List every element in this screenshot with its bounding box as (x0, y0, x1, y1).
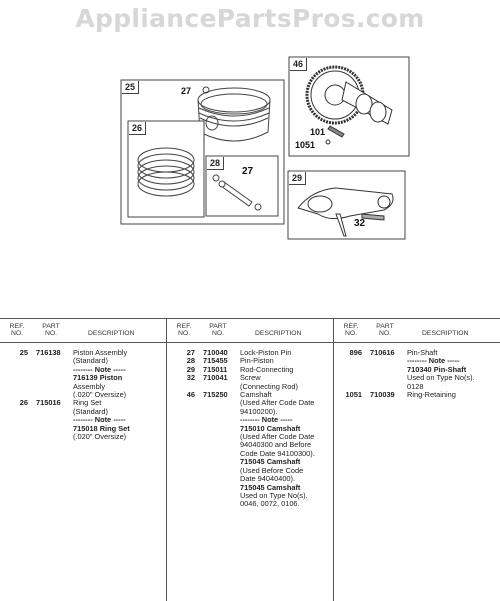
ref-number: 25 (19, 348, 28, 357)
description-line: 0128 (407, 381, 424, 391)
parts-column-2 (166, 319, 334, 601)
header-ref: REF. (176, 323, 192, 330)
part-description (240, 374, 330, 391)
description-line: Screw (240, 373, 261, 383)
description-line: -------- Note ----- (73, 364, 126, 374)
part-description (240, 391, 330, 509)
description-line: (Used After Code Date (240, 432, 315, 442)
column-header (0, 323, 166, 341)
callout-29: 29 (289, 172, 306, 185)
description-line: Piston Assembly (73, 348, 128, 357)
ref-number: 26 (19, 398, 28, 408)
part-number[interactable]: 710040 (203, 348, 228, 357)
description-line: (.020" Oversize) (73, 432, 127, 442)
description-line: (Standard) (73, 356, 108, 366)
description-line: Used on Type No(s). (240, 490, 308, 500)
part-number[interactable]: 715011 (203, 364, 228, 374)
part-number[interactable]: 710039 (370, 390, 395, 400)
description-line: Code Date 94100300). (240, 448, 315, 458)
part-number[interactable]: 716138 (36, 348, 61, 357)
description-line: (Connecting Rod) (240, 381, 298, 391)
watermark-logo: AppliancePartsPros.com (75, 4, 425, 33)
header-ref-no: NO. (344, 330, 358, 338)
ref-number: 29 (186, 364, 195, 374)
description-line: (Used Before Code (240, 465, 304, 475)
part-description (407, 391, 497, 399)
callout-26: 26 (129, 122, 146, 135)
description-line: (.020" Oversize) (73, 390, 127, 400)
ref-number: 27 (186, 348, 195, 357)
header-ref: REF. (343, 323, 359, 330)
parts-table (0, 318, 500, 601)
table-row (167, 374, 334, 391)
callout-46: 46 (290, 58, 307, 71)
description-line: Used on Type No(s). (407, 373, 475, 383)
description-line: 715018 Ring Set (73, 423, 130, 433)
part-number[interactable]: 710041 (203, 373, 228, 383)
callout-101: 101 (310, 127, 326, 137)
part-number[interactable]: 715016 (36, 398, 61, 408)
part-description (73, 349, 162, 399)
callout-32: 32 (354, 218, 366, 229)
part-number[interactable]: 715250 (203, 390, 228, 400)
table-row (0, 399, 166, 441)
table-row (334, 391, 500, 399)
description-line: -------- Note ----- (73, 415, 126, 425)
description-line: 715045 Camshaft (240, 482, 301, 492)
description-line: -------- Note ----- (240, 415, 293, 425)
description-line: Pin-Piston (240, 356, 274, 366)
description-line: Ring-Retaining (407, 390, 456, 400)
description-line: 715010 Camshaft (240, 423, 301, 433)
description-line: 94040300 and Before (240, 440, 312, 450)
ref-number: 896 (349, 348, 362, 357)
part-description (73, 399, 162, 441)
description-line: 94100200). (240, 406, 278, 416)
header-part: PART (209, 323, 227, 330)
callout-27: 27 (181, 86, 192, 96)
column-header (334, 323, 500, 341)
callout-27-pin: 27 (242, 166, 254, 177)
callout-1051: 1051 (295, 140, 316, 150)
ref-number: 32 (186, 373, 195, 383)
column-header (167, 323, 334, 341)
table-row (167, 391, 334, 509)
header-description: DESCRIPTION (255, 330, 302, 337)
callout-25: 25 (122, 81, 139, 94)
header-description: DESCRIPTION (88, 330, 135, 337)
description-line: Rod-Connecting (240, 364, 294, 374)
part-description (407, 349, 497, 391)
description-line: Pin-Shaft (407, 348, 438, 357)
header-ref: REF. (9, 323, 25, 330)
description-line: (Used After Code Date (240, 398, 315, 408)
table-row (334, 349, 500, 391)
description-line: Date 94040400). (240, 474, 296, 484)
description-line: 710340 Pin-Shaft (407, 364, 467, 374)
header-part: PART (376, 323, 394, 330)
ref-number: 1051 (345, 390, 362, 400)
description-line: Assembly (73, 381, 106, 391)
description-line: 0046, 0072, 0106. (240, 499, 300, 509)
part-number[interactable]: 715455 (203, 356, 228, 366)
header-description: DESCRIPTION (422, 330, 469, 337)
header-part: PART (42, 323, 60, 330)
header-ref-no: NO. (10, 330, 24, 338)
description-line: 716139 Piston (73, 373, 123, 383)
description-line: 715045 Camshaft (240, 457, 301, 467)
parts-column-3 (333, 319, 500, 601)
description-line: Lock-Piston Pin (240, 348, 292, 357)
parts-column-1 (0, 319, 166, 601)
description-line: Ring Set (73, 398, 102, 408)
header-part-no: NO. (44, 330, 58, 338)
callout-28: 28 (207, 157, 224, 170)
description-line: -------- Note ----- (407, 356, 460, 366)
header-part-no: NO. (378, 330, 392, 338)
description-line: Camshaft (240, 390, 272, 400)
ref-number: 28 (186, 356, 195, 366)
ref-number: 46 (186, 390, 195, 400)
table-row (0, 349, 166, 399)
header-part-no: NO. (211, 330, 225, 338)
header-ref-no: NO. (177, 330, 191, 338)
part-number[interactable]: 710616 (370, 348, 395, 357)
description-line: (Standard) (73, 406, 108, 416)
